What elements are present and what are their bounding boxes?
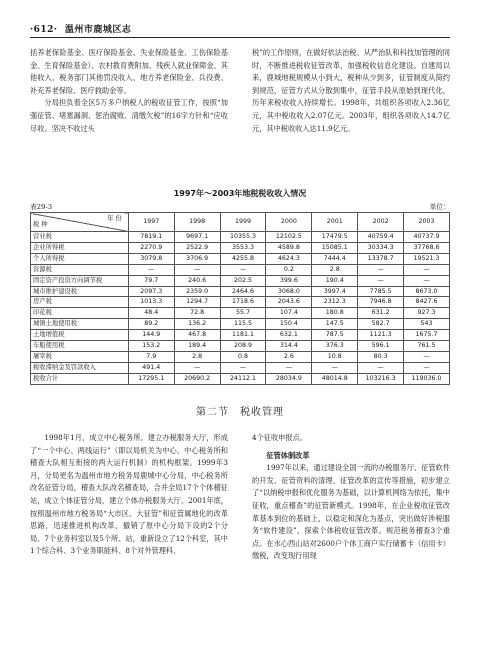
table-row xyxy=(31,341,450,352)
value-cell: 9697.1 xyxy=(174,232,220,243)
year-header: 2001 xyxy=(312,213,358,232)
value-cell: — xyxy=(220,264,266,275)
bottom-right-paragraph-2: 1997年以来，通过建设全国一流的办税服务厅、征管软件的开发、征管资料的清理、征管改革的宣传等措施，初步建立了“以纳税申报和优化服务为基础，以计算机网络为依托，集中征收，重点稽查”的征管新模式。1998年，在企业税收征管改革基本到位的基础上，以稳定和深化为基点，突出做好涉税服务“软件建设”，探索个体税收征管改革。规范税务稽查3个重点。在水心西山站对2600户个体工商户实行储蓄卡（信用卡）缴税，改变现行用现 xyxy=(252,463,450,561)
value-cell: 89.2 xyxy=(128,319,174,330)
value-cell: — xyxy=(266,362,312,373)
value-cell: 927.3 xyxy=(404,308,450,319)
table-row xyxy=(31,297,450,308)
header-rule xyxy=(30,37,450,38)
value-cell: 582.7 xyxy=(358,319,404,330)
value-cell: 4589.8 xyxy=(266,242,312,253)
bottom-left-paragraph-1: 1998年1月，成立中心税务所。建立办税服务大厅，形成了“一个中心、两线运行”（即以局机关为中心、中心税务所和稽查大队相互衔接的两大运行机制）的机构框架。1999年3月，分局更名为温州市地方税务局鹿城中心分局，中心税务所改名征管分局，稽查大队改名稽查局，合并全局17个个体稽征站，成立个体征管分局，建立个体办税服务大厅。2001年底，按照温州市地方税务局“大市区、大征管”和征管属地化的改革思路，迅速推进机构改革，撤销了原中心分局下设的2个分局、7个业务科室以及5个所、站，重新设立了12个科室，其中1个综合科、3个业务职能科、8个对外管理科、 xyxy=(30,433,228,556)
tax-type-cell: 房产税 xyxy=(31,297,129,308)
top-right-column xyxy=(252,47,450,135)
table-row xyxy=(31,330,450,341)
value-cell: 28034.9 xyxy=(266,373,312,384)
value-cell: 103216.3 xyxy=(358,373,404,384)
table-row xyxy=(31,232,450,243)
value-cell: 0.2 xyxy=(266,264,312,275)
value-cell: 491.4 xyxy=(128,362,174,373)
section-title: 第二节 税收管理 xyxy=(196,407,284,418)
value-cell: 8673.0 xyxy=(404,286,450,297)
value-cell: — xyxy=(128,264,174,275)
table-row xyxy=(31,308,450,319)
tax-type-cell: 资源税 xyxy=(31,264,129,275)
value-cell: — xyxy=(358,362,404,373)
value-cell: — xyxy=(174,264,220,275)
value-cell: 48014.8 xyxy=(312,373,358,384)
tax-type-cell: 个人所得税 xyxy=(31,253,129,264)
bottom-left-column xyxy=(30,432,228,558)
value-cell: 2043.6 xyxy=(266,297,312,308)
top-left-paragraph-2: 分局担负着全区5万多户纳税人的税收征管工作，按照“加强征管、堵塞漏洞、惩治腐败、清缴欠税”的16字方针和“应收尽收、坚决不收过头 xyxy=(30,98,228,133)
value-cell: 240.6 xyxy=(174,275,220,286)
value-cell: 79.7 xyxy=(128,275,174,286)
table-header-row xyxy=(31,213,450,232)
value-cell: — xyxy=(404,362,450,373)
value-cell: 7946.8 xyxy=(358,297,404,308)
value-cell: 467.8 xyxy=(174,330,220,341)
value-cell: — xyxy=(404,275,450,286)
value-cell: 37768.6 xyxy=(404,242,450,253)
value-cell: 72.8 xyxy=(174,308,220,319)
value-cell: 136.2 xyxy=(174,319,220,330)
table-corner-cell xyxy=(31,213,129,232)
year-header: 1997 xyxy=(128,213,174,232)
corner-tax-label: 税 种 xyxy=(33,221,48,229)
value-cell: 596.1 xyxy=(358,341,404,352)
value-cell: 761.5 xyxy=(404,341,450,352)
subsection-heading: 征管体制改革 xyxy=(266,450,310,460)
value-cell: — xyxy=(404,264,450,275)
value-cell: 40737.9 xyxy=(404,232,450,243)
table-number: 表29-3 xyxy=(30,203,53,211)
bottom-right-column xyxy=(252,432,450,563)
page-header xyxy=(30,22,450,35)
table-row xyxy=(31,242,450,253)
value-cell: 1675.7 xyxy=(404,330,450,341)
value-cell: 12102.5 xyxy=(266,232,312,243)
value-cell: — xyxy=(312,362,358,373)
value-cell: 8427.6 xyxy=(404,297,450,308)
value-cell: 10.8 xyxy=(312,351,358,362)
value-cell: 2359.0 xyxy=(174,286,220,297)
bottom-text-columns xyxy=(30,432,450,642)
value-cell: 119036.0 xyxy=(404,373,450,384)
value-cell: 2097.3 xyxy=(128,286,174,297)
book-title: 温州市鹿城区志 xyxy=(64,25,132,35)
value-cell: 189.4 xyxy=(174,341,220,352)
value-cell: 399.6 xyxy=(266,275,312,286)
value-cell: 2.8 xyxy=(312,264,358,275)
value-cell: — xyxy=(358,264,404,275)
tax-type-cell: 车船使用税 xyxy=(31,341,129,352)
value-cell: 2.8 xyxy=(174,351,220,362)
table-body xyxy=(31,232,450,385)
top-text-columns xyxy=(30,47,450,177)
value-cell: — xyxy=(358,275,404,286)
value-cell: 1718.6 xyxy=(220,297,266,308)
value-cell: 2.6 xyxy=(266,351,312,362)
value-cell: 17479.5 xyxy=(312,232,358,243)
value-cell: 7444.4 xyxy=(312,253,358,264)
value-cell: 1013.3 xyxy=(128,297,174,308)
page-number: ·612· xyxy=(30,25,58,35)
value-cell: 3079.8 xyxy=(128,253,174,264)
value-cell: 2312.3 xyxy=(312,297,358,308)
value-cell: 30334.3 xyxy=(358,242,404,253)
value-cell: 4624.3 xyxy=(266,253,312,264)
value-cell: 632.1 xyxy=(266,330,312,341)
top-left-column xyxy=(30,47,228,135)
top-right-paragraph-1: 税”的工作原则，在做好依法治税、从严治队和科技加管理的同时，不断推进税收征管改革，加强税收信息化建设。自建局以来，鹿城地税规模从小到大，税种从少到多，征管制度从简约到规范，征管方式从分散到集中，征管手段从原始到现代化，历年来税收收入持续增长。1998年，共组织各项收入2.36亿元，其中税收收入2.07亿元。2003年，组织各项收入14.7亿元，其中税收收入达11.9亿元。 xyxy=(252,48,450,133)
value-cell: 7785.5 xyxy=(358,286,404,297)
tax-type-cell: 城镇土地使用税 xyxy=(31,319,129,330)
tax-type-cell: 企业所得税 xyxy=(31,242,129,253)
value-cell: — xyxy=(174,362,220,373)
value-cell: 147.5 xyxy=(312,319,358,330)
tax-revenue-table xyxy=(30,212,450,385)
table-unit: 单位： xyxy=(429,203,450,211)
tax-type-cell: 城市维护建设税 xyxy=(31,286,129,297)
value-cell: 7.9 xyxy=(128,351,174,362)
value-cell: 376.3 xyxy=(312,341,358,352)
table-title: 1997年～2003年地税税收收入情况 xyxy=(173,189,307,198)
tax-type-cell: 屠宰税 xyxy=(31,351,129,362)
corner-year-label: 年 份 xyxy=(107,215,122,222)
value-cell: 107.4 xyxy=(266,308,312,319)
value-cell: 7819.1 xyxy=(128,232,174,243)
table-row xyxy=(31,319,450,330)
value-cell: 13378.7 xyxy=(358,253,404,264)
year-header: 2003 xyxy=(404,213,450,232)
value-cell: 208.9 xyxy=(220,341,266,352)
tax-type-cell: 固定资产投资方向调节税 xyxy=(31,275,129,286)
tax-type-cell: 营业税 xyxy=(31,232,129,243)
table-row xyxy=(31,373,450,384)
value-cell: 150.4 xyxy=(266,319,312,330)
table-row xyxy=(31,351,450,362)
value-cell: 10355.3 xyxy=(220,232,266,243)
value-cell: 2270.9 xyxy=(128,242,174,253)
value-cell: 2522.9 xyxy=(174,242,220,253)
value-cell: 3068.0 xyxy=(266,286,312,297)
value-cell: 4255.8 xyxy=(220,253,266,264)
tax-type-cell: 税收滞纳金及罚款收入 xyxy=(31,362,129,373)
table-row xyxy=(31,362,450,373)
tax-type-cell: 印花税 xyxy=(31,308,129,319)
tax-type-cell: 税收合计 xyxy=(31,373,129,384)
table-row xyxy=(31,253,450,264)
value-cell: 115.5 xyxy=(220,319,266,330)
value-cell: — xyxy=(220,362,266,373)
value-cell: 19521.3 xyxy=(404,253,450,264)
year-header: 1998 xyxy=(174,213,220,232)
value-cell: 15085.1 xyxy=(312,242,358,253)
table-row xyxy=(31,286,450,297)
table-row xyxy=(31,264,450,275)
value-cell: 48.4 xyxy=(128,308,174,319)
value-cell: 3997.4 xyxy=(312,286,358,297)
value-cell: 0.8 xyxy=(220,351,266,362)
value-cell: 631.2 xyxy=(358,308,404,319)
year-header: 2000 xyxy=(266,213,312,232)
value-cell: 2464.6 xyxy=(220,286,266,297)
year-header: 2002 xyxy=(358,213,404,232)
value-cell: 1294.7 xyxy=(174,297,220,308)
value-cell: 1121.3 xyxy=(358,330,404,341)
value-cell: 190.4 xyxy=(312,275,358,286)
value-cell: 787.5 xyxy=(312,330,358,341)
value-cell: 55.7 xyxy=(220,308,266,319)
value-cell: 314.4 xyxy=(266,341,312,352)
tax-type-cell: 土地增值税 xyxy=(31,330,129,341)
value-cell: 153.2 xyxy=(128,341,174,352)
value-cell: 80.3 xyxy=(358,351,404,362)
value-cell: 17295.1 xyxy=(128,373,174,384)
value-cell: 543 xyxy=(404,319,450,330)
value-cell: 3553.3 xyxy=(220,242,266,253)
value-cell: 180.8 xyxy=(312,308,358,319)
value-cell: 40759.4 xyxy=(358,232,404,243)
value-cell: 144.9 xyxy=(128,330,174,341)
value-cell: 1181.1 xyxy=(220,330,266,341)
value-cell: 20690.2 xyxy=(174,373,220,384)
top-left-paragraph-1: 括养老保险基金、医疗保险基金、失业保险基金、工伤保险基金、生育保险基金）、农村教育费附加、残疾人就业保障金、其他收入、税务部门其他罚没收入、地方养老保险金、兵役费、补充养老保险、医疗救助金等。 xyxy=(30,48,228,95)
value-cell: 3706.9 xyxy=(174,253,220,264)
table-row xyxy=(31,275,450,286)
year-header: 1999 xyxy=(220,213,266,232)
value-cell: 202.5 xyxy=(220,275,266,286)
bottom-right-paragraph-1: 4个征收申报点。 xyxy=(252,433,307,442)
value-cell: — xyxy=(404,351,450,362)
value-cell: 24112.1 xyxy=(220,373,266,384)
